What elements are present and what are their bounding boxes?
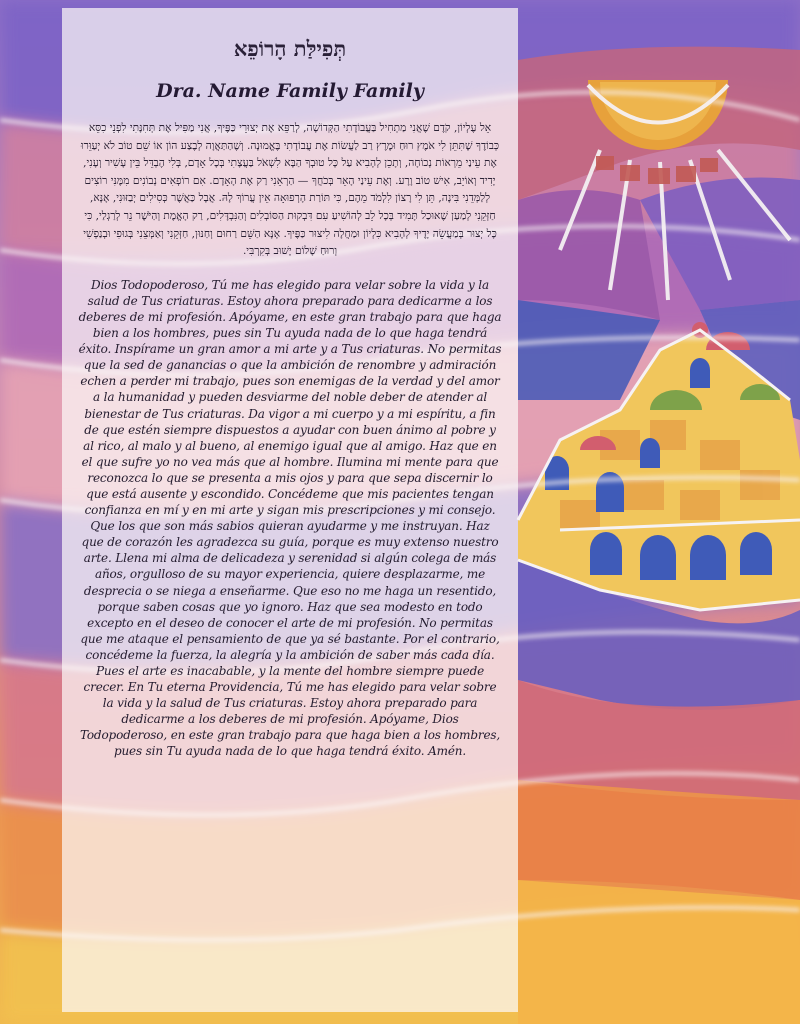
text-panel (62, 8, 518, 1012)
spanish-prayer-text: Dios Todopoderoso, Tú me has elegido para velar sobre la vida y la salud de Tus criaturas. Estoy ahora preparado para dedicarme a los deberes de mi profesión. Apóyame, en este gran trabajo para que haga bien a los hombres, pues sin Tu ayuda nada de lo que haga tendrá éxito. Inspírame un gran amor a mi arte y a Tus criaturas. No permitas que la sed de ganancias o que la ambición de renombre y admiración echen a perder mi trabajo, pues son enemigas de la verdad y del amor a la humanidad y pueden desviarme del noble deber de atender al bienestar de Tus criaturas. Da vigor a mi cuerpo y a mi espíritu, a fin de que estén siempre dispuestos a ayudar con buen ánimo al pobre y al rico, al malo y al bueno, al enemigo igual que al amigo. Haz que en el que sufre yo no vea más que al hombre. Ilumina mi mente para que reconozca lo que se presenta a mis ojos y para que sepa discernir lo que está ausente y escondido. Concédeme que mis pacientes tengan confianza en mí y en mi arte y sigan mis prescripciones y mi consejo. Que los que son más sabios quieran ayudarme y me instruyan. Haz que de corazón les agradezca su guía, porque es muy extenso nuestro arte. Llena mi alma de delicadeza y serenidad si algún colega de más años, orgulloso de su mayor experiencia, quiere desplazarme, me desprecia o se niega a enseñarme. Que eso no me haga un resentido, porque saben cosas que yo ignoro. Haz que sea modesto en todo excepto en el deseo de conocer el arte de mi profesión. No permitas que me ataque el pensamiento de que ya sé bastante. Por el contrario, concédeme la fuerza, la alegría y la ambición de saber más cada día. Pues el arte es inacabable, y la mente del hombre siempre puede crecer. En Tu eterna Providencia, Tú me has elegido para velar sobre la vida y la salud de Tus criaturas. Estoy ahora preparado para dedicarme a los deberes de mi profesión. Apóyame, Dios Todopoderoso, en este gran trabajo para que haga bien a los hombres, pues sin Tu ayuda nada de lo que haga tendrá éxito. Amén. (78, 277, 502, 759)
hebrew-prayer-text: אֵל עֶלְיוֹן, קֹדֶם שֶׁאֲנִי מַתְחִיל בַּעֲבוֹדָתִי הַקְּדוֹשָׁה, לְרַפֵּא אֶת יְצוּרֵי כַּפֶּיךָ, אֲנִי מַפִּיל אֶת תְּחִנָּתִי לִפְנֵי כִסֵּא כְּבוֹדֶךָ שֶׁתִּתֵּן לִי אֹמֶץ רוּחַ וּמֶרֶץ רַב לַעֲשׂוֹת אֶת עֲבוֹדָתִי בֶּאֱמוּנָה. וְשֶׁהַתַּאֲוָה לְבֶצַע הוֹן אוֹ שֵׁם טוֹב לֹא יְעַוֵּרוּ אֶת עֵינַי מֵרְאוֹת נְכוֹחָה, וְתָכֵן לְהָבִיא עַל כָּל טוּבְךָ הַבָּא לִשְׁאֹל בַּעֲצָתִי בְּכָל אָדָם, בְּלִי הֶבְדֵּל בֵּין עָשִׁיר וְעָנִי, יָדִיד וְאוֹיֵב, אִישׁ טוֹב וָרָע. וְאֶת עֵינַי הָאֵר בְּכֹחֲךָ — הַרְאֵנִי רַק אֶת הָאָדָם. אִם רוֹפְאִים נְבוֹנִים מִמֶּנִּי רוֹצִים לְלַמְּדֵנִי בִּינָה, תֵּן לִי רָצוֹן לִלְמֹד מֵהֶם, כִּי תּוֹרַת הָרְפוּאָה אֵין עֲרוֹךְ לָהּ. אֲבָל כַּאֲשֶׁר כְּסִילִים יְבַזּוּנִי, אָנָּא, חַזְּקֵנִי לְמַעַן שֶׁאוּכַל תָּמִיד בְּכָל לֵב לְהוֹשִׁיעַ עִם דִּבְקוּת הַסּוֹבְלִים וְהַנִּבְדָּלִים, רַק הָאֱמֶת וְהַיֹּשֶׁר נֵר לְרַגְלַי, כִּי כָּל יְצוּר בְּמַעֲשֵׂה יָדֶיךָ לְהָבִיא כִּלְיוֹן וּמַחֲלָה לִיצוּר כַּפֶּיךָ. אָנָּא הַשֵּׁם רַחוּם וְחַנּוּן, חַזְּקֵנִי וְאַמְּצֵנִי בְּגוּפִי וּבְנַפְשִׁי וְרוּחַ שָׁלוֹם יָשׁוּב בְּקִרְבִּי. (80, 122, 500, 258)
recipient-name: Dra. Name Family Family (156, 80, 424, 102)
hebrew-title: תְּפִילַּת הָרוֹפֵא (233, 36, 347, 61)
